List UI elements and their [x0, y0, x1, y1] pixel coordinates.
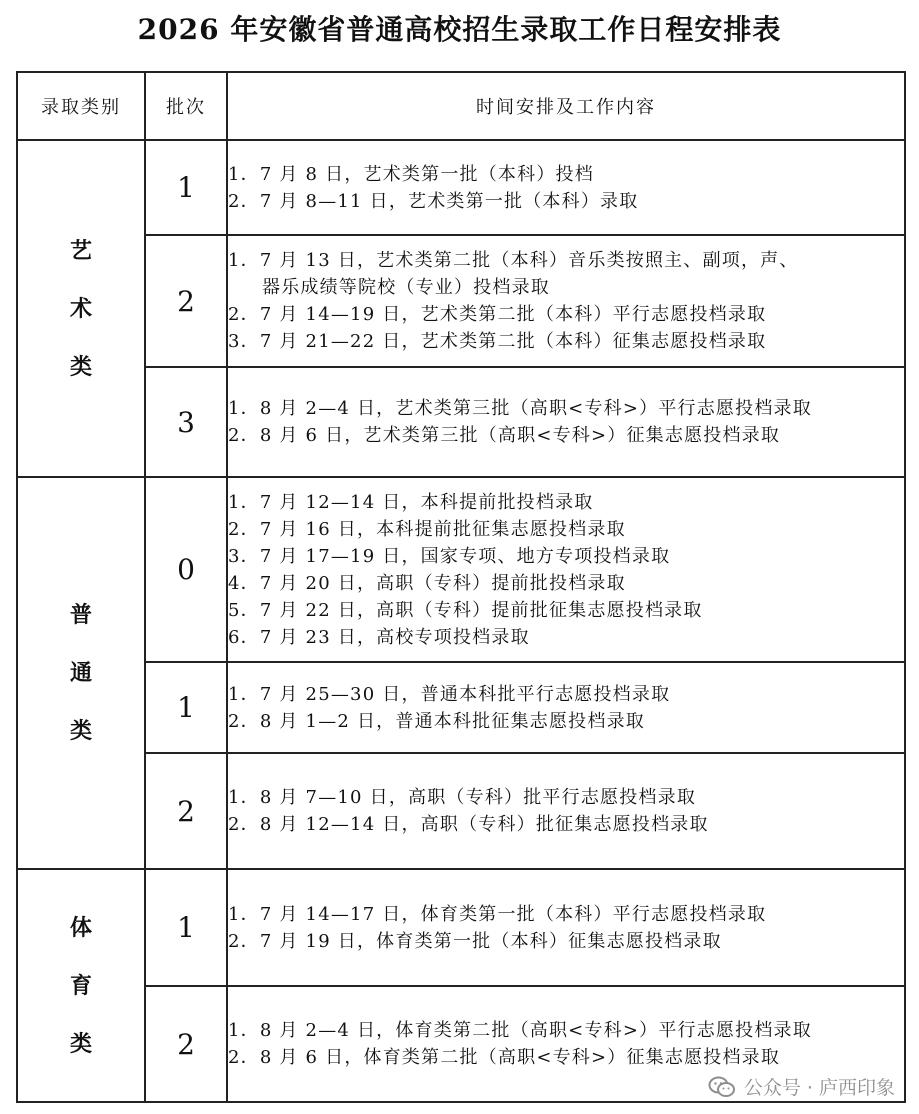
batch-cell: 2: [145, 235, 227, 367]
content-cell: [227, 235, 905, 367]
schedule-item: 1．7 月 12—14 日，本科提前批投档录取: [228, 491, 594, 513]
schedule-item: 2．8 月 12—14 日，高职（专科）批征集志愿投档录取: [228, 814, 709, 835]
content-cell: [227, 477, 905, 662]
schedule-item: 2．8 月 1—2 日，普通本科批征集志愿投档录取: [228, 710, 645, 732]
schedule-item: 2．7 月 16 日，本科提前批征集志愿投档录取: [228, 518, 626, 540]
batch-cell: 1: [145, 140, 227, 235]
category-cell-art: [17, 140, 145, 477]
schedule-item: 器乐成绩等院校（专业）投档录取: [262, 277, 550, 298]
watermark-text: 公众号 · 庐西印象: [743, 1077, 895, 1099]
category-char: 艺: [69, 237, 92, 264]
schedule-item: 1．8 月 7—10 日，高职（专科）批平行志愿投档录取: [228, 787, 697, 808]
content-cell: [227, 753, 905, 869]
schedule-item: 2．7 月 8—11 日，艺术类第一批（本科）录取: [228, 190, 639, 212]
schedule-item: 6．7 月 23 日，高校专项投档录取: [228, 626, 530, 648]
page-title: 2026 年安徽省普通高校招生录取工作日程安排表: [137, 13, 782, 46]
content-cell: [227, 869, 905, 986]
schedule-table: [16, 71, 906, 1103]
category-char: 普: [69, 602, 92, 628]
schedule-item: 1．8 月 2—4 日，体育类第二批（高职<专科>）平行志愿投档录取: [228, 1020, 812, 1041]
batch-cell: 0: [145, 477, 227, 662]
header-row: [17, 72, 905, 140]
table-row: [17, 662, 905, 753]
table-row: [17, 140, 905, 235]
category-cell-sports: [17, 869, 145, 1102]
content-cell: [227, 367, 905, 477]
table-row: [17, 869, 905, 986]
schedule-item: 1．7 月 13 日，艺术类第二批（本科）音乐类按照主、副项，声、: [228, 250, 799, 271]
schedule-item: 3．7 月 21—22 日，艺术类第二批（本科）征集志愿投档录取: [228, 331, 767, 352]
table-row: [17, 753, 905, 869]
schedule-item: 5．7 月 22 日，高职（专科）提前批征集志愿投档录取: [228, 599, 703, 621]
category-char: 类: [69, 353, 92, 380]
schedule-item: 2．7 月 19 日，体育类第一批（本科）征集志愿投档录取: [228, 930, 722, 952]
schedule-item: 1．8 月 2—4 日，艺术类第三批（高职<专科>）平行志愿投档录取: [228, 398, 812, 419]
schedule-item: 3．7 月 17—19 日，国家专项、地方专项投档录取: [228, 545, 671, 567]
batch-cell: 1: [145, 869, 227, 986]
batch-cell: 3: [145, 367, 227, 477]
category-char: 体: [69, 914, 92, 941]
schedule-item: 4．7 月 20 日，高职（专科）提前批投档录取: [228, 572, 626, 594]
category-char: 育: [69, 972, 92, 999]
batch-cell: 1: [145, 662, 227, 753]
schedule-item: 2．7 月 14—19 日，艺术类第二批（本科）平行志愿投档录取: [228, 304, 767, 325]
schedule-item: 1．7 月 25—30 日，普通本科批平行志愿投档录取: [228, 683, 671, 705]
batch-cell: 2: [145, 986, 227, 1102]
content-cell: [227, 140, 905, 235]
watermark: [708, 1073, 895, 1100]
schedule-item: 2．8 月 6 日，艺术类第三批（高职<专科>）征集志愿投档录取: [228, 425, 781, 446]
schedule-item: 2．8 月 6 日，体育类第二批（高职<专科>）征集志愿投档录取: [228, 1047, 781, 1068]
header-category: 录取类别: [17, 72, 145, 140]
table-row: [17, 367, 905, 477]
content-cell: [227, 662, 905, 753]
header-content: 时间安排及工作内容: [227, 72, 905, 140]
category-cell-general: [17, 477, 145, 869]
schedule-item: 1．7 月 14—17 日，体育类第一批（本科）平行志愿投档录取: [228, 903, 767, 925]
table-row: [17, 235, 905, 367]
batch-cell: 2: [145, 753, 227, 869]
schedule-item: 1．7 月 8 日，艺术类第一批（本科）投档: [228, 163, 594, 185]
header-batch: 批次: [145, 72, 227, 140]
wechat-icon: [708, 1076, 736, 1098]
category-char: 类: [69, 718, 92, 744]
category-char: 术: [69, 295, 92, 322]
table-row: [17, 477, 905, 662]
category-char: 通: [69, 660, 92, 686]
category-char: 类: [69, 1030, 92, 1057]
